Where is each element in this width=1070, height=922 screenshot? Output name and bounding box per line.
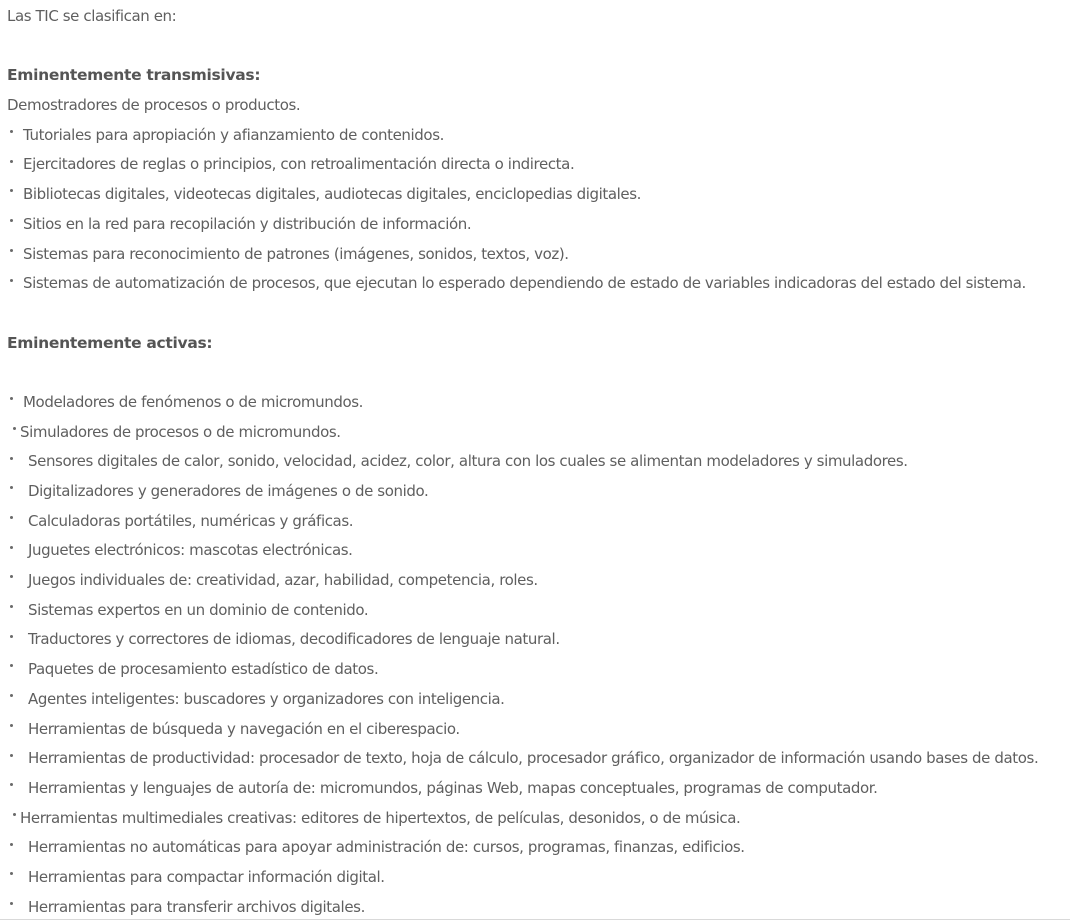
- list-item: Modeladores de fenómenos o de micromundos.: [7, 388, 1067, 418]
- list-item: Herramientas para compactar información digital.: [7, 863, 1067, 893]
- bullet-icon: [10, 605, 13, 608]
- section-lead: Demostradores de procesos o productos.: [7, 96, 301, 115]
- list-item: Juegos individuales de: creatividad, azar, habilidad, competencia, roles.: [7, 566, 1067, 596]
- spacer: [7, 32, 1067, 62]
- bullet-icon: [10, 754, 13, 757]
- list-item: Sitios en la red para recopilación y distribución de información.: [7, 210, 1067, 240]
- bullet-icon: [10, 279, 13, 282]
- bullet-icon: [10, 130, 13, 133]
- spacer: [7, 358, 1067, 388]
- list-item: Simuladores de procesos o de micromundos.: [7, 418, 1067, 448]
- bullet-icon: [13, 813, 16, 816]
- list-item: Herramientas de búsqueda y navegación en el ciberespacio.: [7, 715, 1067, 745]
- bullet-icon: [10, 575, 13, 578]
- bullet-icon: [10, 516, 13, 519]
- list-item: Ejercitadores de reglas o principios, con retroalimentación directa o indirecta.: [7, 150, 1067, 180]
- list-item: Sistemas de automatización de procesos, que ejecutan lo esperado dependiendo de estado de variables indicadoras del estado del sistema.: [7, 269, 1067, 299]
- list-item: Tutoriales para apropiación y afianzamiento de contenidos.: [7, 121, 1067, 151]
- list-item: Juguetes electrónicos: mascotas electrónicas.: [7, 536, 1067, 566]
- list-item: Bibliotecas digitales, videotecas digitales, audiotecas digitales, enciclopedias digitales.: [7, 180, 1067, 210]
- list-item: Sistemas expertos en un dominio de contenido.: [7, 596, 1067, 626]
- list-item: Herramientas multimediales creativas: editores de hipertextos, de películas, desonidos, o de música.: [7, 804, 1067, 834]
- document-body: [7, 0, 1067, 922]
- spacer: [7, 299, 1067, 329]
- list-item: Herramientas no automáticas para apoyar administración de: cursos, programas, finanzas, edificios.: [7, 833, 1067, 863]
- bullet-icon: [10, 219, 13, 222]
- section-heading-transmisivas: Eminentemente transmisivas:: [7, 66, 261, 85]
- bullet-icon: [10, 724, 13, 727]
- bullet-icon: [10, 160, 13, 163]
- bullet-icon: [10, 189, 13, 192]
- list-item: Traductores y correctores de idiomas, decodificadores de lenguaje natural.: [7, 625, 1067, 655]
- intro-text: Las TIC se clasifican en:: [7, 7, 177, 25]
- bullet-icon: [10, 843, 13, 846]
- list-item: Herramientas y lenguajes de autoría de: micromundos, páginas Web, mapas conceptuales, programas de computador.: [7, 774, 1067, 804]
- list-item: Sensores digitales de calor, sonido, velocidad, acidez, color, altura con los cuales se alimentan modeladores y simuladores.: [7, 447, 1067, 477]
- bullet-icon: [10, 486, 13, 489]
- list-item: Paquetes de procesamiento estadístico de datos.: [7, 655, 1067, 685]
- bullet-icon: [10, 397, 13, 400]
- bullet-icon: [10, 872, 13, 875]
- bullet-icon: [10, 664, 13, 667]
- bullet-icon: [10, 694, 13, 697]
- list-item: Herramientas para transferir archivos digitales.: [7, 893, 1067, 922]
- bullet-icon: [10, 783, 13, 786]
- bullet-icon: [10, 457, 13, 460]
- list-item: Calculadoras portátiles, numéricas y gráficas.: [7, 507, 1067, 537]
- bottom-divider: [0, 919, 1070, 920]
- list-item: Herramientas de productividad: procesador de texto, hoja de cálculo, procesador gráfico, organizador de información usando bases de datos.: [7, 744, 1067, 774]
- bullet-icon: [10, 546, 13, 549]
- list-item: Sistemas para reconocimiento de patrones (imágenes, sonidos, textos, voz).: [7, 240, 1067, 270]
- bullet-icon: [13, 427, 16, 430]
- section-heading-activas: Eminentemente activas:: [7, 333, 213, 352]
- list-item: Digitalizadores y generadores de imágenes o de sonido.: [7, 477, 1067, 507]
- list-item: Agentes inteligentes: buscadores y organizadores con inteligencia.: [7, 685, 1067, 715]
- bullet-icon: [10, 249, 13, 252]
- bullet-icon: [10, 635, 13, 638]
- bullet-icon: [10, 902, 13, 905]
